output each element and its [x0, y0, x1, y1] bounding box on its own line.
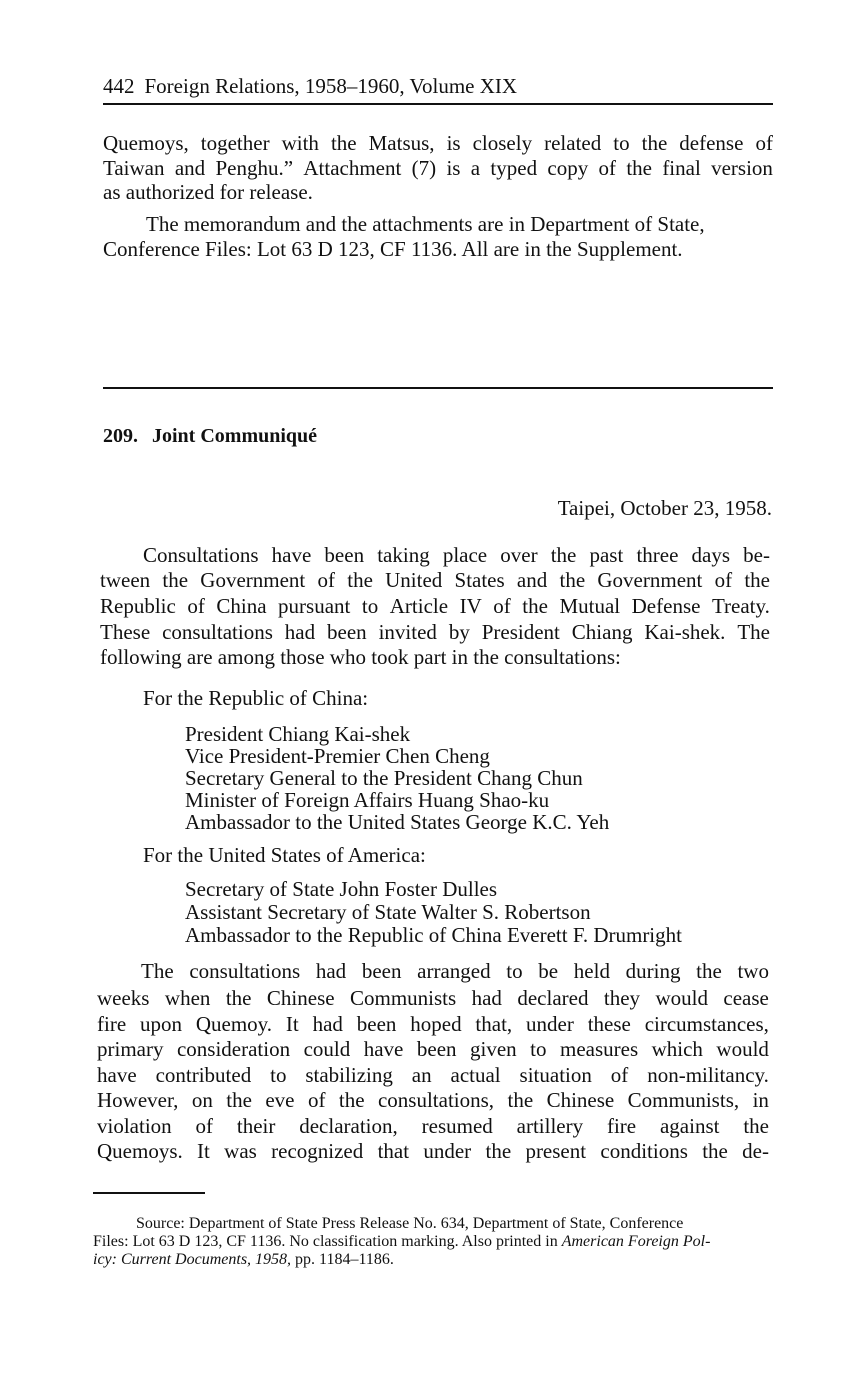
text-line: have contributed to stabilizing an actual situation of non-militancy. [97, 1063, 769, 1087]
text-line: Republic of China pursuant to Article IV of the Mutual Defense Treaty. [100, 594, 770, 618]
roc-member: President Chiang Kai-shek [185, 722, 411, 746]
place-date: Taipei, October 23, 1958. [557, 496, 772, 520]
text-line: violation of their declaration, resumed artillery fire against the [97, 1114, 769, 1138]
text-line: primary consideration could have been given to measures which would [97, 1037, 769, 1061]
text-line: Quemoys. It was recognized that under the present conditions the de- [97, 1139, 769, 1163]
footnote-line: Files: Lot 63 D 123, CF 1136. No classification marking. Also printed in American Foreign Pol- [93, 1233, 711, 1250]
text-line: The memorandum and the attachments are in Department of State, [146, 212, 705, 236]
us-label: For the United States of America: [143, 843, 426, 867]
us-member: Secretary of State John Foster Dulles [185, 877, 498, 901]
volume-title: Foreign Relations, 1958–1960, Volume XIX [144, 74, 518, 98]
text-line: The consultations had been arranged to be held during the two [141, 959, 769, 983]
text-line: Consultations have been taking place over the past three days be- [143, 543, 770, 567]
text-line: fire upon Quemoy. It had been hoped that, under these circumstances, [97, 1012, 769, 1036]
text-line: tween the Government of the United States and the Government of the [100, 568, 770, 592]
text-line: Taiwan and Penghu.” Attachment (7) is a typed copy of the final version [103, 156, 773, 180]
footnote-line: icy: Current Documents, 1958, pp. 1184–1186. [93, 1251, 394, 1268]
us-member: Ambassador to the Republic of China Everett F. Drumright [185, 923, 682, 947]
roc-member: Vice President-Premier Chen Cheng [185, 744, 490, 768]
footnote-rule [93, 1192, 205, 1194]
text-line: following are among those who took part in the consultations: [100, 645, 621, 669]
text-line: These consultations had been invited by President Chiang Kai-shek. The [100, 620, 770, 644]
document-title: Joint Communiqué [152, 425, 318, 447]
text-line: Quemoys, together with the Matsus, is closely related to the defense of [103, 131, 773, 155]
header-rule [103, 103, 773, 105]
us-member: Assistant Secretary of State Walter S. Robertson [185, 900, 591, 924]
document-separator [103, 387, 773, 389]
roc-member: Secretary General to the President Chang Chun [185, 766, 583, 790]
roc-label: For the Republic of China: [143, 686, 369, 710]
text-line: as authorized for release. [103, 180, 313, 204]
text-line: weeks when the Chinese Communists had declared they would cease [97, 986, 769, 1010]
footnote-line: Source: Department of State Press Release No. 634, Department of State, Conference [136, 1215, 684, 1232]
text-line: Conference Files: Lot 63 D 123, CF 1136. All are in the Supplement. [103, 237, 683, 261]
roc-member: Minister of Foreign Affairs Huang Shao-ku [185, 788, 550, 812]
text-line: However, on the eve of the consultations, the Chinese Communists, in [97, 1088, 769, 1112]
document-heading [103, 425, 317, 448]
roc-member: Ambassador to the United States George K.C. Yeh [185, 810, 610, 834]
page-number: 442 [103, 74, 135, 98]
document-number: 209. [103, 425, 138, 447]
running-header [103, 74, 517, 99]
